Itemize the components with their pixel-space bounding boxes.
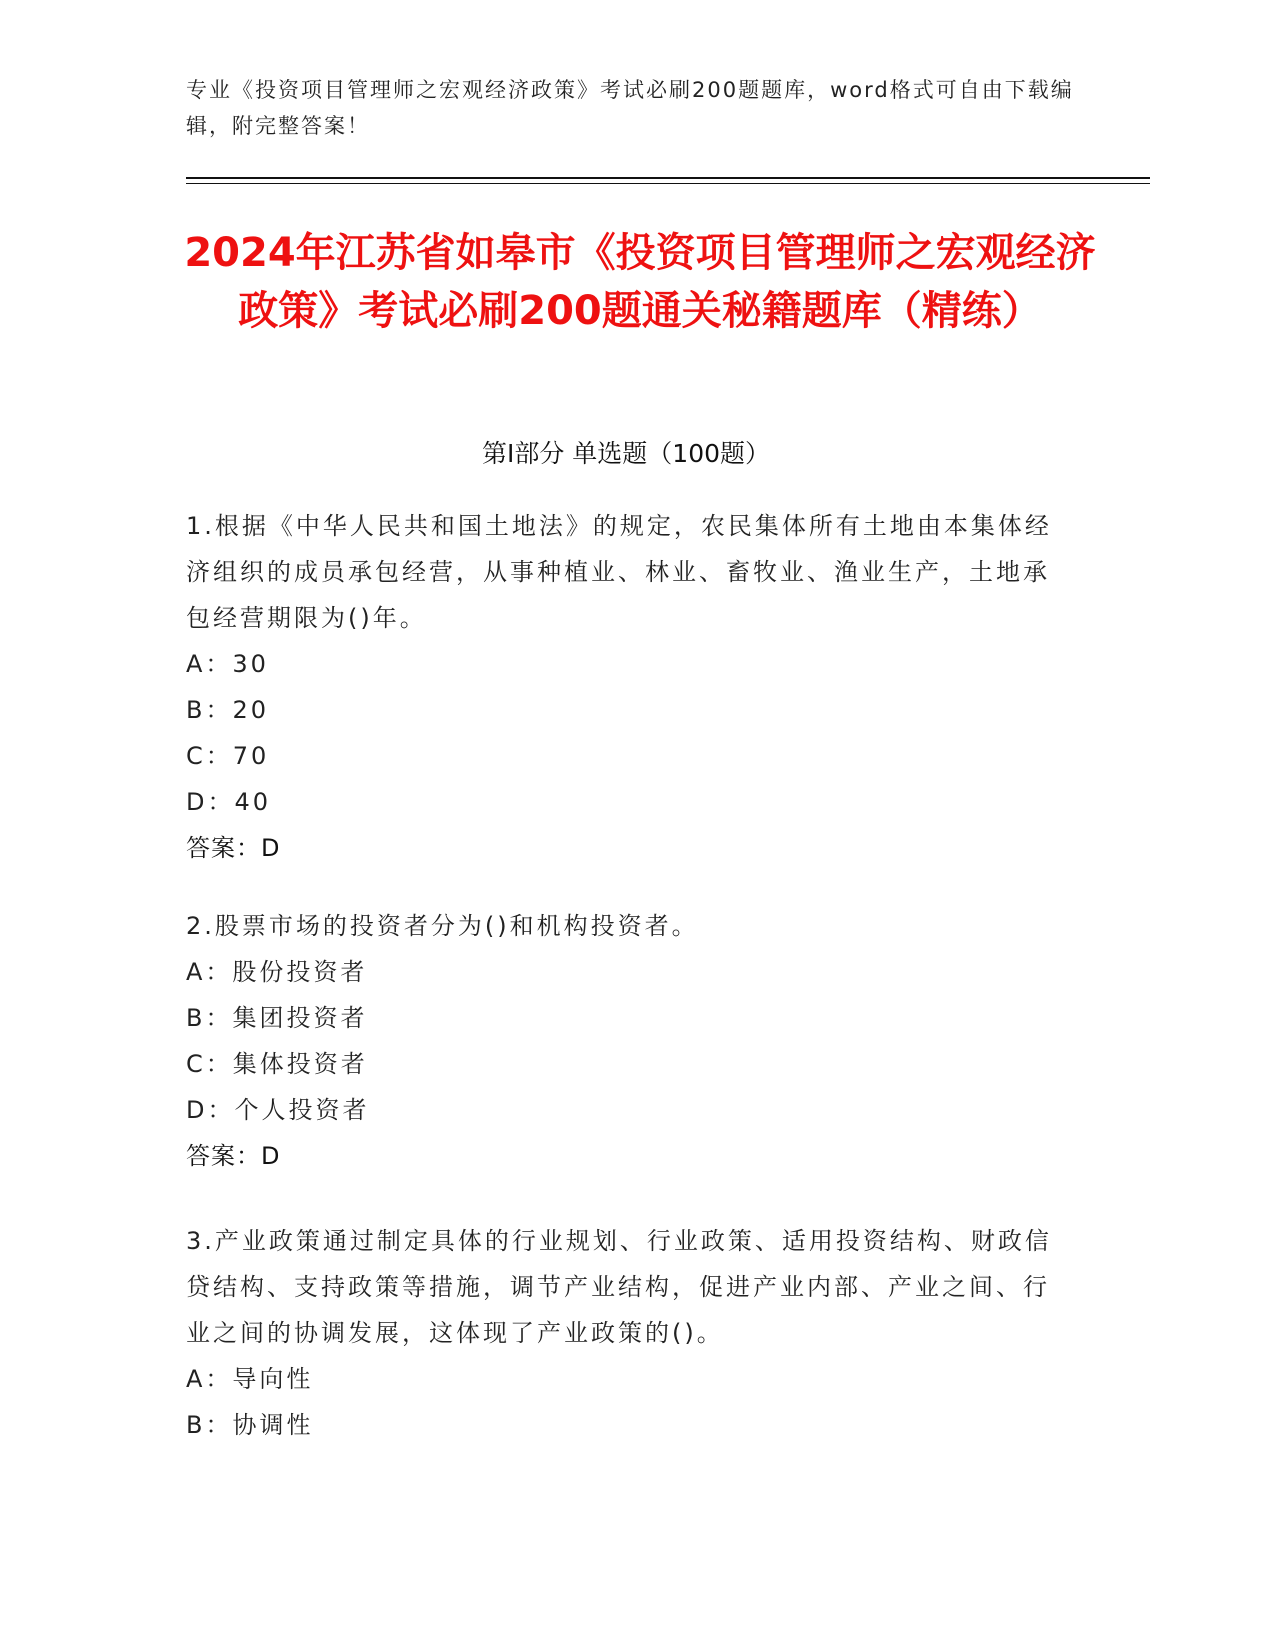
- option-b: B：集团投资者: [186, 1004, 368, 1032]
- answer: 答案：D: [186, 1142, 281, 1170]
- question-stem: 3.产业政策通过制定具体的行业规划、行业政策、适用投资结构、财政信贷结构、支持政策等措施，调节产业结构，促进产业内部、产业之间、行业之间的协调发展，这体现了产业政策的()。: [186, 1227, 1052, 1347]
- option-a: A：30: [186, 650, 269, 678]
- question-stem: 2.股票市场的投资者分为()和机构投资者。: [186, 912, 699, 940]
- question-3: [186, 1218, 1066, 1448]
- document-title: 2024年江苏省如皋市《投资项目管理师之宏观经济政策》考试必刷200题通关秘籍题库（精练）: [184, 230, 1096, 334]
- answer: 答案：D: [186, 834, 281, 862]
- section-title: 第Ⅰ部分 单选题（100题）: [481, 439, 771, 468]
- option-a: A：导向性: [186, 1365, 314, 1393]
- question-1: [186, 503, 1066, 871]
- option-a: A：股份投资者: [186, 958, 368, 986]
- question-stem: 1.根据《中华人民共和国土地法》的规定，农民集体所有土地由本集体经济组织的成员承包经营，从事种植业、林业、畜牧业、渔业生产，土地承包经营期限为()年。: [186, 512, 1052, 632]
- option-c: C：集体投资者: [186, 1050, 368, 1078]
- option-c: C：70: [186, 742, 270, 770]
- header-divider-thin: [186, 183, 1150, 184]
- header-note: 专业《投资项目管理师之宏观经济政策》考试必刷200题题库，word格式可自由下载编辑，附完整答案！: [186, 78, 1074, 138]
- option-b: B：20: [186, 696, 270, 724]
- option-d: D：个人投资者: [186, 1096, 370, 1124]
- header-divider-thick: [186, 177, 1150, 179]
- option-d: D：40: [186, 788, 272, 816]
- question-2: [186, 903, 1066, 1179]
- option-b: B：协调性: [186, 1411, 314, 1439]
